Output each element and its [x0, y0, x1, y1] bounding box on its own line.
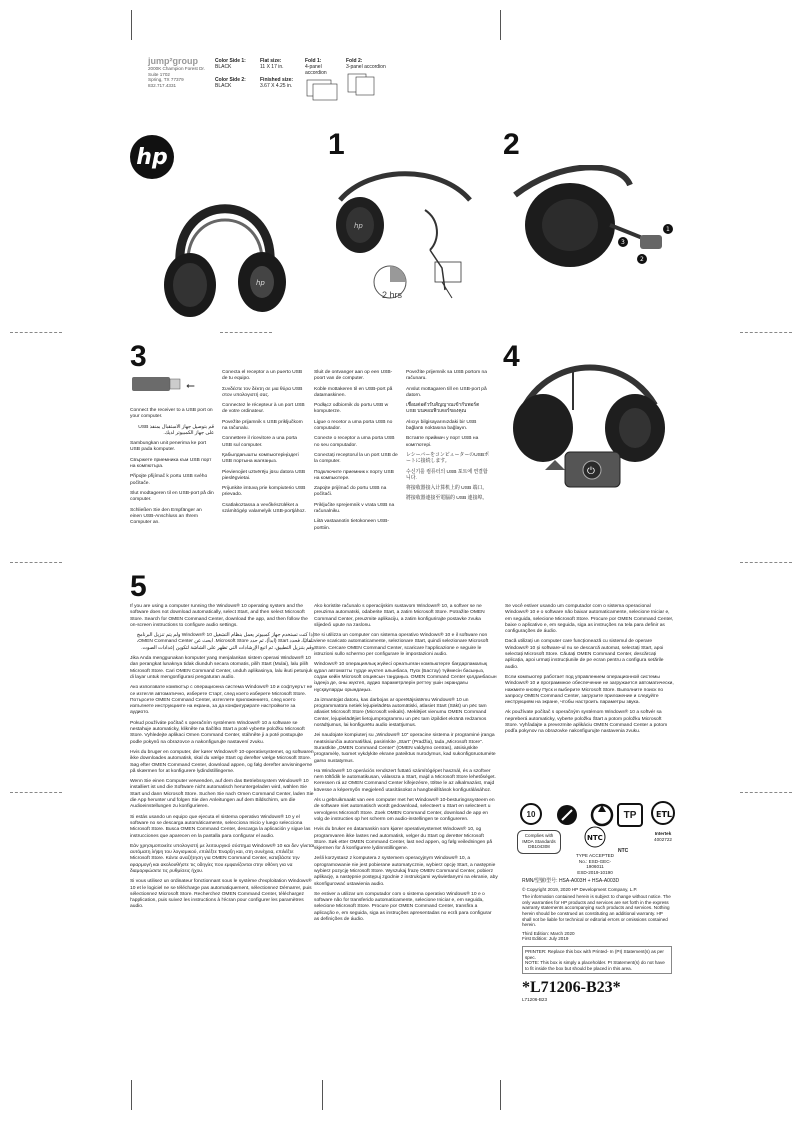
etl-number: 4002722 [654, 836, 672, 842]
imda-line: Complies with [524, 833, 554, 838]
fold1-label: Fold 1: [305, 58, 322, 64]
instruction-text: Jika Anda menggunakan komputer yang menjalankan sistem operasi Windows® 10 dan perangkat lunaknya tidak diunduh secara otomatis, pilih Start (Mulai), lalu pilih Microsoft Store. Cari OMEN Command Center, unduh aplikasinya, lalu ikuti petunjuk di layar untuk mengonfigurasi pengaturan audio. [130, 656, 313, 680]
part-number-barcode-text: *L71206-B23* [522, 979, 621, 997]
step3-column-3 [314, 370, 398, 536]
legal-block [522, 878, 672, 1003]
etl-label: Intertek [654, 831, 672, 836]
recycle-icon [590, 803, 614, 827]
instruction-text: If you are using a computer running the Windows® 10 operating system and the software does not download automatically, select Start, and then select Microsoft Store. Search for OMEN Command Center, download the app, and then follow the on-screen instructions to configure audio settings. [130, 604, 308, 628]
fold-mark [740, 562, 792, 563]
flat-size-label: Flat size: [260, 58, 282, 64]
instruction-text: Si estás usando un equipo que ejecuta el sistema operativo Windows® 10 y el software no se descarga automáticamente, selecciona Inicio y luego selecciona Microsoft Store. Busca OMEN Command Center, descarga la aplicación y sigue las instrucciones que aparecen en la pantalla para configurar el audio. [130, 814, 311, 839]
instruction-text: Ha Windows® 10 operációs rendszert futtató számítógépet használ, és a szoftver nem töltődik le automatikusan, válassza a Start, majd a Microsoft Store lehetőséget. Keressen rá az OMEN Command Center kifejezésre, töltse le az alkalmazást, majd kövesse a képernyőn megjelenő utasításokat a hangbeállítások konfigurálásához. [314, 768, 496, 793]
svg-text:1: 1 [666, 226, 670, 233]
crop-mark [500, 1080, 501, 1110]
color-side2-value: BLACK [215, 83, 232, 89]
instruction-text: Csatlakoztassa a vevőkészüléket a számítógép valamelyik USB-portjához. [222, 502, 306, 515]
instruction-text: Sambungkan unit penerima ke port USB pada komputer. [130, 441, 207, 453]
instruction-text: Ако използвате компютър с операционна система Windows® 10 и софтуерът не се изтегля автоматично, изберете Старт, след което изберете Microsoft Store. Потърсете OMEN Command Center, изтеглете приложението, след което изпълнете инструкциите на екрана, за да конфигурирате настройките за аудиото. [130, 685, 313, 716]
power-button-illustration [505, 360, 675, 500]
address-line: 2000K Champion Forest Dr. [148, 66, 205, 71]
address-line: Spring, TX 77379 [148, 77, 184, 83]
recycle-period-number: 10 [526, 809, 536, 819]
instruction-text: Connectez le récepteur à un port USB de votre ordinateur. [222, 403, 305, 415]
instruction-text: Windows® 10 операциялық жүйесі орнатылған компьютерге бағдарламалық құрал автоматты түрде жүктеп алынбаса, Пуск (Бастау) түймесін басыңыз, содан кейін Microsoft опциясын таңдаңыз. OMEN Command Center қолданбасын іздеңіз де, оны жүктеп, аудио параметрлерін реттеу үшін экрандағы нұсқауларды орындаңыз. [314, 662, 497, 693]
instruction-text: إذا كنت تستخدم جهاز كمبيوتر يعمل بنظام التشغيل Windows® 10 ولم يتم تنزيل البرنامج تلقائيًا، فحدد Start (ابدأ)، ثم حدد Microsoft Store. ابحث عن OMEN Command Center، وقم بتنزيل التطبيق، ثم اتبع الإرشادات التي تظهر على الشاشة لتكوين إعدادات الصوت. [136, 633, 314, 651]
fold1-spec [305, 58, 343, 107]
imda-compliance-badge [517, 830, 561, 854]
instruction-text: Se você estiver usando um computador com o sistema operacional Windows® 10 e o software não baixar automaticamente, selecione Iniciar e, em seguida, selecione Microsoft Store. Procure por OMEN Command Center, baixe o aplicativo e, em seguida, siga as instruções na tela para definir as configurações de áudio. [505, 604, 674, 635]
instruction-text: Свържете приемника към USB порт на компютъра. [130, 457, 212, 470]
color-spec [215, 58, 260, 89]
instruction-text: レシーバーをコンピューターのUSBポートに接続します。 [406, 452, 490, 465]
instruction-text: Povežite prijemnik sa USB portom na računaru. [406, 370, 488, 382]
fold-mark [740, 792, 792, 793]
instruction-text: Pievienojiet uztvērēju jūsu datora USB pieslēgvietai. [222, 469, 306, 481]
finished-size-label: Finished size: [260, 77, 294, 83]
svg-text:⏻: ⏻ [587, 466, 595, 477]
svg-text:ETL: ETL [656, 810, 673, 819]
part-number: L71206-B23 [522, 997, 548, 1003]
instruction-text: Dacă utilizați un computer care funcționează cu sistemul de operare Windows® 10 și software-ul nu se descarcă automat, selectați Start, apoi selectați Microsoft Store. Căutați OMEN Command Center, descărcați aplicația, apoi urmați instrucțiunile de pe ecran pentru a configura setările audio. [505, 639, 664, 670]
instruction-text: Pokud používáte počítač s operačním systémem Windows® 10 a software se nestahuje automaticky, klikněte na tlačítko Start a poté vyberte položku Microsoft Store. Vyhledejte aplikaci Omen Command Center, stáhněte ji a poté postupujte podle pokynů na obrazovce a nakonfigurujte nastavení zvuku. [130, 720, 305, 745]
instruction-text: Если компьютер работает под управлением операционной системы Windows® 10 и программное обеспечение не загружается автоматически, нажмите кнопку Пуск и выберите Microsoft Store. Выполните поиск по запросу OMEN Command Center, загрузите приложение и следуйте инструкциям на экране, чтобы настроить параметры звука. [505, 674, 674, 706]
svg-text:2: 2 [640, 256, 644, 263]
step3-column-4 [406, 370, 490, 507]
tp-mark-label: TP [623, 809, 637, 821]
ntc-badge [575, 826, 615, 875]
recycle-period-icon [520, 803, 542, 825]
printer-note: PRINTER: Replace this box with Printed- In (PI) Statement(s) as per spec. [525, 948, 664, 960]
fold-mark [220, 332, 272, 333]
mic-attach-illustration [510, 165, 680, 285]
instruction-text: Conecta el receptor a un puerto USB de tu equipo. [222, 370, 303, 382]
flat-size-value: 11 X 17 in. [260, 64, 284, 70]
instruction-text: Wenn Sie einen Computer verwenden, auf dem das Betriebssystem Windows® 10 installiert ist und die Software nicht automatisch heruntergeladen wird, wählen Sie Start und dann Microsoft Store. Suchen Sie nach Omen Command Center, laden Sie die App herunter und folgen Sie den Anleitungen auf dem Bildschirm, um die Audioeinstellungen zu konfigurieren. [130, 779, 314, 810]
etl-listed-mark [648, 800, 678, 842]
fold2-value: 3-panel accordion [346, 64, 386, 70]
ntc-line: No.: ESD-GEC-1906011 [578, 858, 612, 870]
copyright-text: © Copyright 2019, 2020 HP Development Company, L.P. [522, 886, 638, 892]
instruction-text: Schließen Sie den Empfänger an einen USB-Anschluss an Ihrem Computer an. [130, 507, 202, 526]
instruction-text: Připojte přijímač k portu USB svého počítače. [130, 474, 208, 486]
instruction-text: Connettere il ricevitore a una porta USB sul computer. [222, 436, 298, 448]
instruction-text: Hvis du bruger en computer, der kører Windows® 10-operativsystemet, og softwaren ikke downloades automatisk, skal du vælge Start og derefter vælge Microsoft Store. Søg efter OMEN Command Center, download appen, og følg derefter anvisningerne på skærmen for at konfigurere lydindstillingerne. [130, 749, 314, 774]
fold-mark [10, 332, 62, 333]
edition-text: Third Edition: March 2020 [522, 930, 575, 936]
ntc-line: ESD-2019-10190 [577, 869, 613, 875]
instruction-text: Koble mottakeren til en USB-port på datamaskinen. [314, 386, 393, 398]
svg-text:NTC: NTC [587, 834, 603, 842]
instruction-text: Si vous utilisez un ordinateur fonctionnant sous le système d'exploitation Windows® 10 et le logiciel ne se télécharge pas automatiquement, sélectionnez Démarrer, puis sélectionnez Microsoft Store. Recherchez OMEN Command Center, téléchargez l'application, puis suivez les instructions à l'écran pour configurer les paramètres audio. [130, 879, 312, 910]
instruction-text: Εάν χρησιμοποιείτε υπολογιστή με λειτουργικό σύστημα Windows® 10 και δεν γίνεται αυτόματη λήψη του λογισμικού, επιλέξτε Έναρξη και, στη συνέχεια, επιλέξτε Microsoft Store. Κάντε αναζήτηση για OMEN Command Center, κατεβάστε την εφαρμογή και ακολουθήστε τις οδηγίες που εμφανίζονται στην οθόνη για να διαμορφώσετε τις ρυθμίσεις ήχου. [130, 843, 315, 874]
fold-mark [10, 792, 62, 793]
instruction-text: 수신기를 컴퓨터의 USB 포트에 연결합니다. [406, 469, 488, 481]
instruction-text: Slut modtageren til en USB-port på din computer. [130, 490, 214, 503]
instruction-text: Priključite sprejemnik v vrata USB na računalniku. [314, 502, 395, 515]
instruction-text: Ligue o recetor a uma porta USB no computador. [314, 419, 393, 432]
model-number: RMN/型號/型号: HSA-A003H + HSA-A003D [522, 878, 620, 884]
instruction-text: Als u gebruikmaakt van een computer met het Windows® 10-besturingssysteem en de software niet automatisch wordt gedownload, selecteert u Start en selecteert u vervolgens Microsoft Store. Zoek OMEN Command Center, download de app en volg de instructies op het scherm om audio-instellingen te configureren. [314, 798, 495, 822]
step3-column-2 [222, 370, 306, 519]
crop-mark [131, 1080, 132, 1110]
instruction-text: Connect the receiver to a USB port on your computer. [130, 408, 213, 420]
instruction-text: Подключите приемник к порту USB на компьютере. [314, 469, 394, 481]
step-number-2: 2 [503, 128, 520, 161]
instruction-text: Prijunkite imtuvą prie kompiuterio USB prievado. [222, 486, 306, 498]
ntc-label: NTC [618, 848, 629, 854]
instruction-text: Liitä vastaanotin tietokoneen USB-porttiin. [314, 519, 390, 531]
fold-mark [10, 562, 62, 563]
instruction-text: Συνδέστε τον δέκτη σε μια θύρα USB στον υπολογιστή σας. [222, 386, 303, 398]
instruction-text: Se estiver a utilizar um computador com o sistema operativo Windows® 10 e o software não for transferido automaticamente, selecione Iniciar e, em seguida, selecione Microsoft Store. Procure por OMEN Command Center, transfira a aplicação e, em seguida, siga as instruções apresentadas no ecrã para configurar as definições de áudio. [314, 891, 492, 923]
svg-text:3: 3 [621, 239, 625, 246]
fold-mark [740, 332, 792, 333]
printer-logo-block [148, 56, 218, 88]
instruction-text: Podłącz odbiornik do portu USB w komputerze. [314, 403, 389, 415]
step5-column-1 [130, 604, 314, 915]
instruction-text: Povežite prijamnik s USB priključkom na računalu. [222, 419, 303, 432]
instruction-text: 將接收器連接至電腦的 USB 連接埠。 [406, 496, 488, 502]
instruction-text: Se si utilizza un computer con sistema operativo Windows® 10 e il software non viene scaricato automaticamente, selezionare Start, quindi selezionare Microsoft Store. Cercare OMEN Command Center, scaricare l'applicazione e seguire le istruzioni sullo schermo per configurare le impostazioni audio. [314, 633, 489, 658]
instruction-text: Jei naudojate kompiuterį su „Windows® 10“ operacine sistema ir programinė įranga neatsisiunčia automatiškai, pasirinkite „Start“ (Pradžia), tada „Microsoft Store“. Surastkite „OMEN Command Center“ (OMEN valdymo centras), atsisiųskite programėlę, tuomet vykdykite ekrane pateiktus nurodymus, kad sukonfigūruotumėte garso nustatymus. [314, 733, 496, 764]
step-number-1: 1 [328, 128, 345, 161]
instruction-text: Hvis du bruker en datamaskin som kjører operativsystemet Windows® 10, og programvaren ikke lastes ned automatisk, velger du Start og deretter Microsoft Store. Søk etter OMEN Command Center, last ned appen, og følg veiledningen på skjermen for å konfigurere lydinnstillingene. [314, 827, 493, 852]
instruction-text: 将接收器接入计算机上的 USB 端口。 [406, 486, 488, 492]
charging-illustration [330, 170, 480, 310]
imda-line: DB104308 [528, 844, 550, 850]
color-side1-value: BLACK [215, 64, 232, 70]
usb-receiver-illustration [130, 373, 210, 395]
fold2-label: Fold 2: [346, 58, 363, 64]
color-side1-label: Color Side 1: [215, 58, 246, 64]
tp-mark-icon [617, 803, 643, 827]
printer-note-2: NOTE: This box is simply a placeholder. PI Statement(s) do not have to fit inside the box but should be placed in this area. [525, 960, 665, 971]
crop-mark [500, 10, 501, 40]
fold1-diagram [305, 78, 341, 102]
instruction-text: Conecte o receptor a uma porta USB no seu computador. [314, 436, 395, 448]
company-logo: jump²group [148, 56, 198, 66]
headset-illustration [150, 170, 300, 330]
step-number-4: 4 [503, 340, 520, 373]
fold2-spec [346, 58, 386, 101]
svg-text:hp: hp [256, 279, 265, 287]
step3-column-1 [130, 408, 214, 530]
address-line: Suite 1702 [148, 71, 170, 77]
charge-time-label: 2 hrs [382, 290, 403, 300]
svg-text:hp: hp [354, 222, 363, 230]
instruction-text: เชื่อมต่อตัวรับสัญญาณเข้ากับพอร์ต USB บนคอมพิวเตอร์ของคุณ [406, 403, 480, 415]
instruction-text: Қабылдағышты компьютеріңіздегі USB портына жалғаңыз. [222, 452, 299, 465]
fold1-value: 4-panel accordion [305, 64, 327, 76]
step5-column-2 [314, 604, 498, 927]
crop-mark [322, 1080, 323, 1110]
ntc-icon [582, 826, 608, 848]
ntc-line: TYPE ACCEPTED [575, 853, 615, 858]
crop-mark [131, 10, 132, 40]
instruction-text: Jeśli korzystasz z komputera z systemem operacyjnym Windows® 10, a oprogramowanie nie jest pobierane automatycznie, wybierz opcję Start, a następnie wybierz pozycję Microsoft Store. Wyszukaj frazę OMEN Command Center, pobierz aplikację, a następnie postępuj zgodnie z instrukcjami wyświetlanymi na ekranie, aby skonfigurować ustawienia audio. [314, 856, 498, 887]
warranty-text: The information contained herein is subject to change without notice. The only warranties for HP products and services are set forth in the express warranty statements accompanying such products and services. Nothing herein should be construed as constituting an additional warranty. HP shall not be liable for technical or editorial errors or omissions contained herein. [522, 894, 671, 928]
fold2-diagram [346, 72, 382, 96]
svg-text:⭠: ⭠ [186, 379, 195, 392]
address-line: 832.717.4331 [148, 82, 177, 88]
instruction-text: قم بتوصيل جهاز الاستقبال بمنفذ USB على جهاز الكمبيوتر لديك. [138, 424, 214, 436]
weee-icon [555, 803, 579, 827]
color-side2-label: Color Side 2: [215, 77, 246, 83]
etl-icon [650, 800, 676, 826]
instruction-text: Вставте приймач у порт USB на комп'ютері. [406, 436, 479, 448]
size-spec [260, 58, 304, 89]
printer-placeholder-box [522, 946, 672, 974]
instruction-text: Conectați receptorul la un port USB de la computer. [314, 452, 398, 465]
first-edition-text: First Edition: July 2019 [522, 936, 569, 942]
step5-column-3 [505, 604, 675, 740]
step-number-3: 3 [130, 340, 147, 373]
hp-logo-text: hp [136, 144, 168, 170]
instruction-text: Ja izmantojat datoru, kas darbojas ar operētājsistēmu Windows® 10 un programmatūra netiek lejupielādēta automātiski, atlasiet Start (Sākt) un pēc tam atlasiet Microsoft Store (Microsoft veikals). Meklējiet vienumu OMEN Command Center, lejupielādējiet lietojumprogrammu un pēc tam izpildiet ekrānā redzamos norādījumus, lai konfigurētu audio iestatījumus. [314, 697, 487, 729]
instruction-text: Zapojte prijímač do portu USB na počítači. [314, 486, 387, 498]
instruction-text: Ako koristite računalo s operacijskim sustavom Windows® 10, a softver se ne preuzima automatski, odaberite Start, a zatim Microsoft Store. Potražite OMEN Command Center, preuzmite aplikaciju, a zatim konfigurirajte postavke zvuka slijedeći upute na zaslonu. [314, 604, 485, 628]
finished-size-value: 3.67 X 4.25 in. [260, 83, 293, 89]
instruction-text: Sluit de ontvanger aan op een USB-poort van de computer. [314, 370, 393, 382]
instruction-text: Anslut mottagaren till en USB-port på datorn. [406, 386, 487, 398]
instruction-text: Ak používate počítač s operačným systémom Windows® 10 a softvér sa nepreberá automaticky, vyberte položku Štart a potom položku Microsoft Store. Vyhľadajte a prevezmite aplikáciu OMEN Command Center a potom podľa pokynov na obrazovke nakonfigurujte nastavenia zvuku. [505, 710, 668, 735]
imda-line: IMDA Standards [522, 838, 556, 844]
instruction-text: Alıcıyı bilgisayarınızdaki bir USB bağlantı noktasına bağlayın. [406, 419, 477, 432]
step-number-5: 5 [130, 570, 147, 603]
